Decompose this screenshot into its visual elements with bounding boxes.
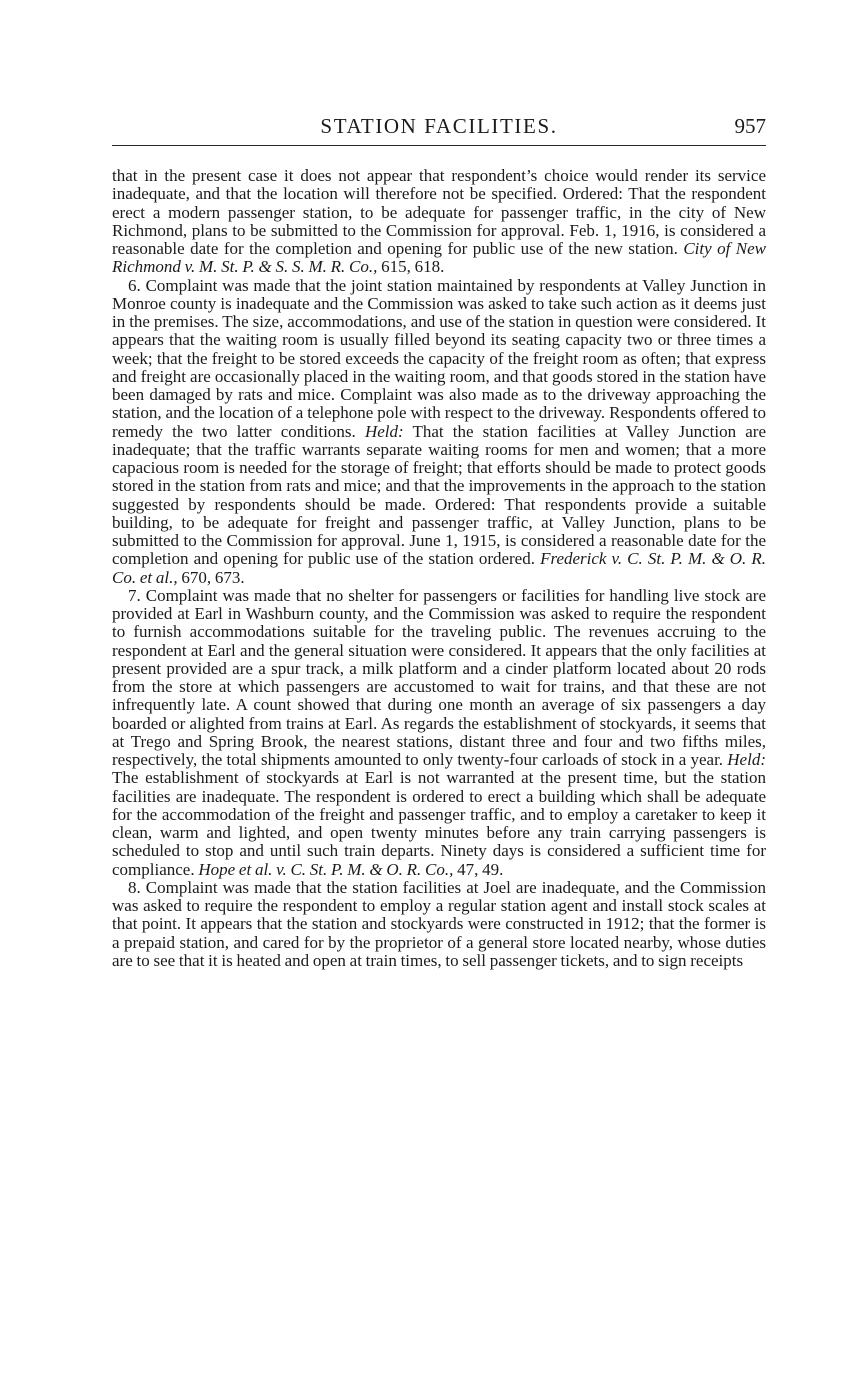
paragraph-text: That the station facilities at Valley Junction are inadequate; that the traffic warrants separate waiting rooms for men and women; that a more capacious room is needed for the storage of freight; that efforts should be made to protect goods stored in the station from rats and mice; and that the improvements in the approach to the station suggested by respondents should be made. Ordered: That respondents provide a suitable building, to be adequate for freight and passenger traffic, at Valley Junction, plans to be submitted to the Commission for approval. June 1, 1915, is considered a reasonable date for the completion and opening for public use of the station ordered. [112,421,766,569]
held-label: Held: [364,421,404,441]
held-label: Held: [727,750,766,769]
running-head-title: STATION FACILITIES. [320,114,558,138]
case-citation: City of New Richmond v. M. St. P. & S. S. M. R. Co., [112,239,766,277]
running-head [112,114,766,144]
paragraph-text: 6. Complaint was made that the joint station maintained by respondents at Valley Junction in Monroe county is inadequate and the Commission was asked to take such action as it deems just in the premises. The size, accommodations, and use of the station in question were considered. It appears that the waiting room is usually filled beyond its seating capacity two or three times a week; that the freight to be stored exceeds the capacity of the freight room as often; that express and freight are occasionally placed in the waiting room, and that goods stored in the station have been damaged by rats and mice. Complaint was also made as to the driveway approaching the station, and the location of a telephone pole with respect to the driveway. Respondents offered to remedy the two latter conditions. [112,275,766,441]
paragraph-text: 615, 618. [377,257,445,277]
paragraph-item-8 [112,879,766,970]
case-citation: Frederick v. C. St. P. M. & O. R. Co. et al., [112,549,766,587]
paragraph-text: 47, 49. [453,859,504,879]
page-number: 957 [734,114,766,138]
body-text [112,167,766,970]
paragraph-text: 670, 673. [177,567,245,587]
header-rule [112,145,766,146]
paragraph-text: that in the present case it does not appear that respondent’s choice would render its service inadequate, and that the location will therefore not be specified. Ordered: That the respondent erect a modern passenger station, to be adequate for passenger traffic, in the city of New Richmond, plans to be submitted to the Commission for approval. Feb. 1, 1916, is considered a reasonable date for the completion and opening for public use of the new station. [112,166,766,258]
case-citation: Hope et al. v. C. St. P. M. & O. R. Co., [198,859,454,879]
paragraph-item-7 [112,587,766,879]
paragraph-text: The establishment of stockyards at Earl is not warranted at the present time, but the station facilities are inadequate. The respondent is ordered to erect a building which shall be adequate for the accommodation of the freight and passenger traffic, and to employ a caretaker to keep it clean, warm and lighted, and open twenty minutes before any train carrying passengers is scheduled to stop and until such train departs. Ninety days is considered a sufficient time for compliance. [112,768,766,879]
paragraph-text: 8. Complaint was made that the station facilities at Joel are inadequate, and the Commission was asked to require the respondent to employ a regular station agent and install stock scales at that point. It appears that the station and stockyards were constructed in 1912; that the former is a prepaid station, and cared for by the proprietor of a general store located nearby, whose duties are to see that it is heated and open at train times, to sell passenger tickets, and to sign receipts [112,877,766,970]
paragraph-item-6 [112,277,766,587]
paragraph-text: 7. Complaint was made that no shelter for passengers or facilities for handling live stock are provided at Earl in Washburn county, and the Commission was asked to require the respondent to furnish accommodations suitable for the traveling public. The revenues accruing to the respondent at Earl and the general situation were considered. It appears that the only facilities at present provided are a spur track, a milk platform and a cinder platform located about 20 rods from the store at which passengers are accustomed to wait for trains, and that these are not infrequently late. A count showed that during one month an average of six passengers a day boarded or alighted from trains at Earl. As regards the establishment of stockyards, it seems that at Trego and Spring Brook, the nearest stations, distant three and four and two fifths miles, respectively, the total shipments amounted to only twenty-four carloads of stock in a year. [112,585,766,769]
paragraph-continuation [112,167,766,277]
